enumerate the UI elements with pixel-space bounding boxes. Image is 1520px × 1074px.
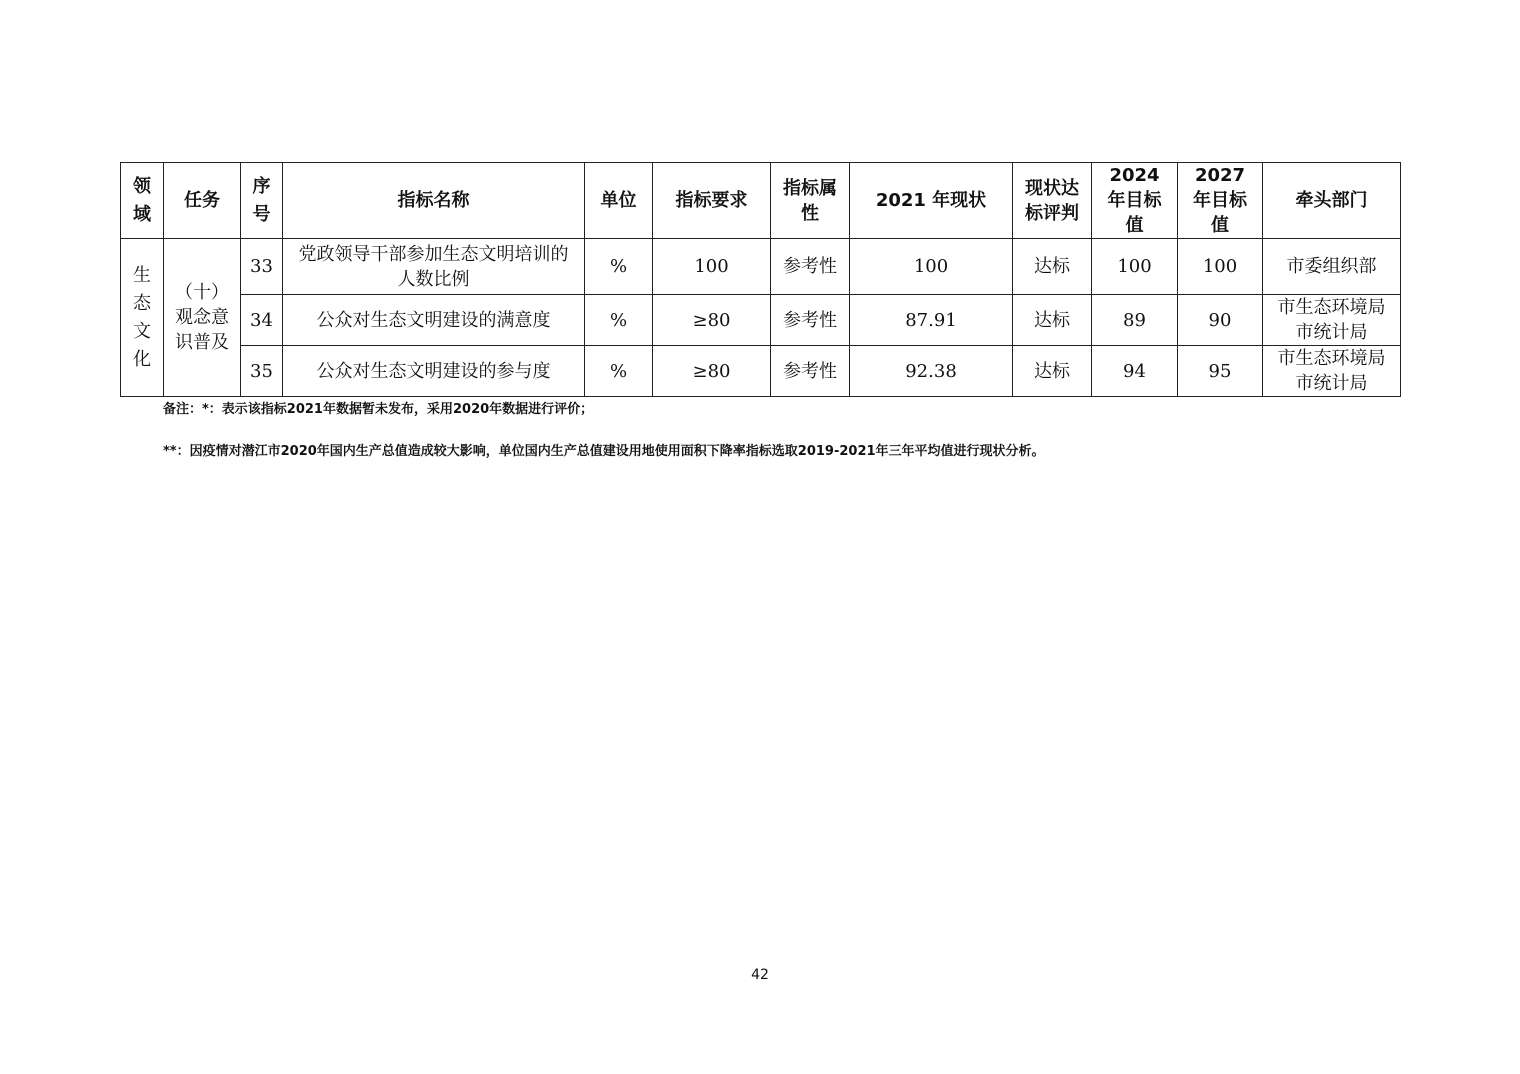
evaluation-cell: 达标 [1013, 239, 1092, 295]
target-2024-cell: 89 [1092, 295, 1178, 346]
table-row [121, 295, 1401, 346]
domain-cell: 生态文化 [121, 239, 164, 397]
seq-cell: 35 [241, 346, 283, 397]
indicator-name-cell: 党政领导干部参加生态文明培训的人数比例 [283, 239, 585, 295]
table-row [121, 346, 1401, 397]
header-target-2027: 2027 年目标值 [1178, 163, 1263, 239]
task-cell: （十）观念意识普及 [164, 239, 241, 397]
footnote-1: 备注：*：表示该指标2021年数据暂未发布，采用2020年数据进行评价； [163, 402, 594, 417]
target-2024-cell: 100 [1092, 239, 1178, 295]
header-requirement: 指标要求 [653, 163, 771, 239]
header-task: 任务 [164, 163, 241, 239]
table-row [121, 239, 1401, 295]
table-header-row [121, 163, 1401, 239]
requirement-cell: ≥80 [653, 295, 771, 346]
target-2027-cell: 90 [1178, 295, 1263, 346]
header-status-2021: 2021 年现状 [850, 163, 1013, 239]
indicator-name-cell: 公众对生态文明建设的满意度 [283, 295, 585, 346]
footnote-2: **：因疫情对潜江市2020年国内生产总值造成较大影响，单位国内生产总值建设用地使用面积下降率指标选取2019-2021年三年平均值进行现状分析。 [163, 444, 1045, 459]
header-target-2024: 2024 年目标值 [1092, 163, 1178, 239]
target-2027-cell: 95 [1178, 346, 1263, 397]
requirement-cell: 100 [653, 239, 771, 295]
target-2027-cell: 100 [1178, 239, 1263, 295]
unit-cell: % [585, 346, 653, 397]
seq-cell: 33 [241, 239, 283, 295]
unit-cell: % [585, 295, 653, 346]
status-2021-cell: 87.91 [850, 295, 1013, 346]
department-cell: 市生态环境局市统计局 [1263, 346, 1401, 397]
header-domain: 领域 [121, 163, 164, 239]
attribute-cell: 参考性 [771, 295, 850, 346]
header-evaluation: 现状达标评判 [1013, 163, 1092, 239]
evaluation-cell: 达标 [1013, 295, 1092, 346]
status-2021-cell: 92.38 [850, 346, 1013, 397]
page-number: 42 [751, 967, 769, 983]
department-cell: 市委组织部 [1263, 239, 1401, 295]
indicator-name-cell: 公众对生态文明建设的参与度 [283, 346, 585, 397]
requirement-cell: ≥80 [653, 346, 771, 397]
header-unit: 单位 [585, 163, 653, 239]
indicator-table [120, 162, 1401, 397]
header-department: 牵头部门 [1263, 163, 1401, 239]
department-cell: 市生态环境局市统计局 [1263, 295, 1401, 346]
attribute-cell: 参考性 [771, 346, 850, 397]
header-attribute: 指标属性 [771, 163, 850, 239]
unit-cell: % [585, 239, 653, 295]
seq-cell: 34 [241, 295, 283, 346]
target-2024-cell: 94 [1092, 346, 1178, 397]
header-name: 指标名称 [283, 163, 585, 239]
attribute-cell: 参考性 [771, 239, 850, 295]
evaluation-cell: 达标 [1013, 346, 1092, 397]
header-seq: 序号 [241, 163, 283, 239]
status-2021-cell: 100 [850, 239, 1013, 295]
